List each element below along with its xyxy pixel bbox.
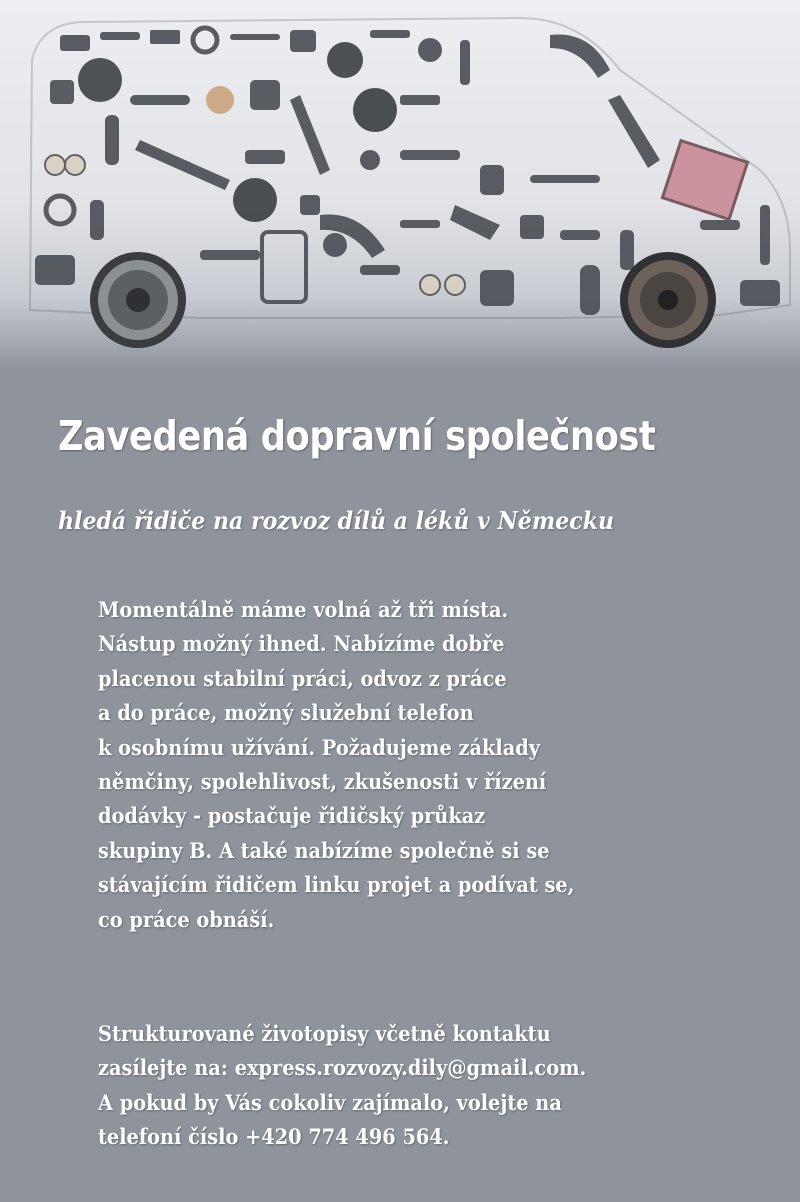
text-line: a do práce, možný služební telefon	[98, 700, 474, 726]
text-line: co práce obnáší.	[98, 906, 275, 932]
text-line: k osobnímu užívání. Požadujeme základy	[98, 734, 540, 760]
page-headline: Zavedená dopravní společnost	[58, 412, 656, 460]
wheel-right	[620, 252, 716, 348]
offer-paragraph	[98, 593, 738, 937]
text-line: stávajícím řidičem linku projet a podívat se,	[98, 872, 575, 898]
contact-paragraph	[98, 1017, 738, 1155]
van-parts-illustration	[0, 0, 800, 370]
text-line: placenou stabilní práci, odvoz z práce	[98, 665, 507, 691]
text-line: němčiny, spolehlivost, zkušenosti v řízení	[98, 769, 547, 795]
hero-image	[0, 0, 800, 370]
text-line: A pokud by Vás cokoliv zajímalo, volejte na	[98, 1089, 562, 1115]
text-line: Strukturované životopisy včetně kontaktu	[98, 1021, 551, 1046]
text-line: dodávky - postačuje řidičský průkaz	[98, 803, 486, 829]
phone-line[interactable]: telefoní číslo +420 774 496 564.	[98, 1124, 450, 1150]
email-line[interactable]: zasílejte na: express.rozvozy.dily@gmail.com.	[98, 1055, 587, 1081]
page-subheadline: hledá řidiče na rozvoz dílů a léků v Německu	[58, 506, 615, 535]
text-line: skupiny B. A také nabízíme společně si se	[98, 837, 550, 863]
wheel-left	[90, 252, 186, 348]
text-line: Nástup možný ihned. Nabízíme dobře	[98, 631, 505, 657]
text-line: Momentálně máme volná až tři místa.	[98, 597, 509, 622]
